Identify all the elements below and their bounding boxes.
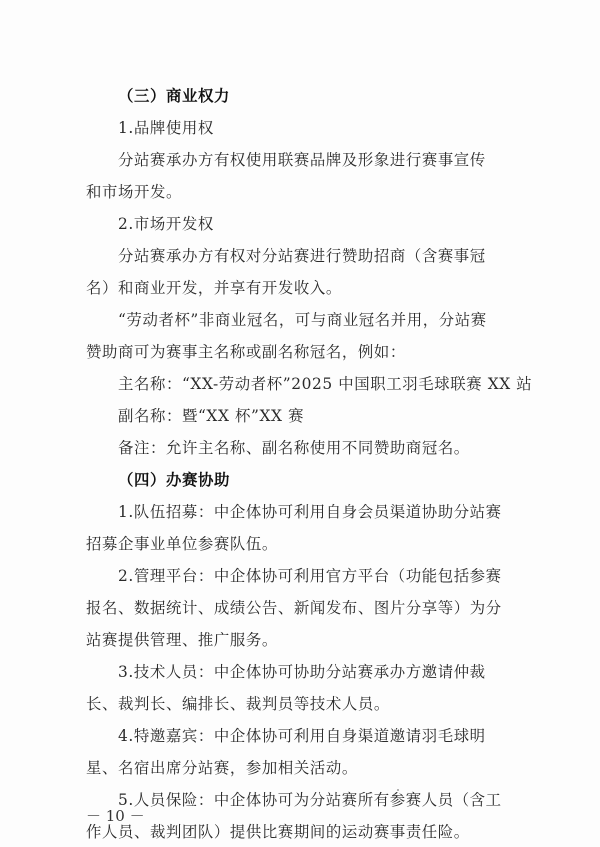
scan-speck <box>397 789 399 791</box>
page-number: － 10 － <box>86 807 145 825</box>
paragraph-line: 分站赛承办方有权使用联赛品牌及形象进行赛事宣传 <box>118 151 486 169</box>
paragraph-line: 名）和商业开发，并享有开发收入。 <box>86 279 342 297</box>
subheading-brand-usage-right: 1.品牌使用权 <box>118 119 214 137</box>
remark-line: 备注：允许主名称、副名称使用不同赞助商冠名。 <box>118 439 470 457</box>
paragraph-line: 报名、数据统计、成绩公告、新闻发布、图片分享等）为分 <box>86 599 502 617</box>
paragraph-line: 站赛提供管理、推广服务。 <box>86 631 278 649</box>
section-heading-event-assistance: （四）办赛协助 <box>118 471 230 489</box>
paragraph-line: 5.人员保险：中企体协可为分站赛所有参赛人员（含工 <box>118 791 502 809</box>
paragraph-line: 招募企事业单位参赛队伍。 <box>86 535 278 553</box>
paragraph-line: 1.队伍招募：中企体协可利用自身会员渠道协助分站赛 <box>118 503 502 521</box>
paragraph-line: 长、裁判长、编排长、裁判员等技术人员。 <box>86 695 390 713</box>
main-title-example: 主名称：“XX-劳动者杯”2025 中国职工羽毛球联赛 XX 站 <box>118 375 533 393</box>
paragraph-line: 星、名宿出席分站赛，参加相关活动。 <box>86 759 358 777</box>
subheading-market-development-right: 2.市场开发权 <box>118 215 214 233</box>
paragraph-line: 3.技术人员：中企体协可协助分站赛承办方邀请仲裁 <box>118 663 486 681</box>
paragraph-line: 4.特邀嘉宾：中企体协可利用自身渠道邀请羽毛球明 <box>118 727 486 745</box>
paragraph-line: “劳动者杯”非商业冠名，可与商业冠名并用，分站赛 <box>118 311 487 329</box>
paragraph-line: 赞助商可为赛事主名称或副名称冠名，例如： <box>86 343 406 361</box>
subtitle-example: 副名称：暨“XX 杯”XX 赛 <box>118 407 305 425</box>
paragraph-line: 分站赛承办方有权对分站赛进行赞助招商（含赛事冠 <box>118 247 486 265</box>
paragraph-line: 作人员、裁判团队）提供比赛期间的运动赛事责任险。 <box>86 823 470 841</box>
paragraph-line: 和市场开发。 <box>86 183 182 201</box>
paragraph-line: 2.管理平台：中企体协可利用官方平台（功能包括参赛 <box>118 567 502 585</box>
section-heading-commercial-rights: （三）商业权力 <box>118 87 230 105</box>
